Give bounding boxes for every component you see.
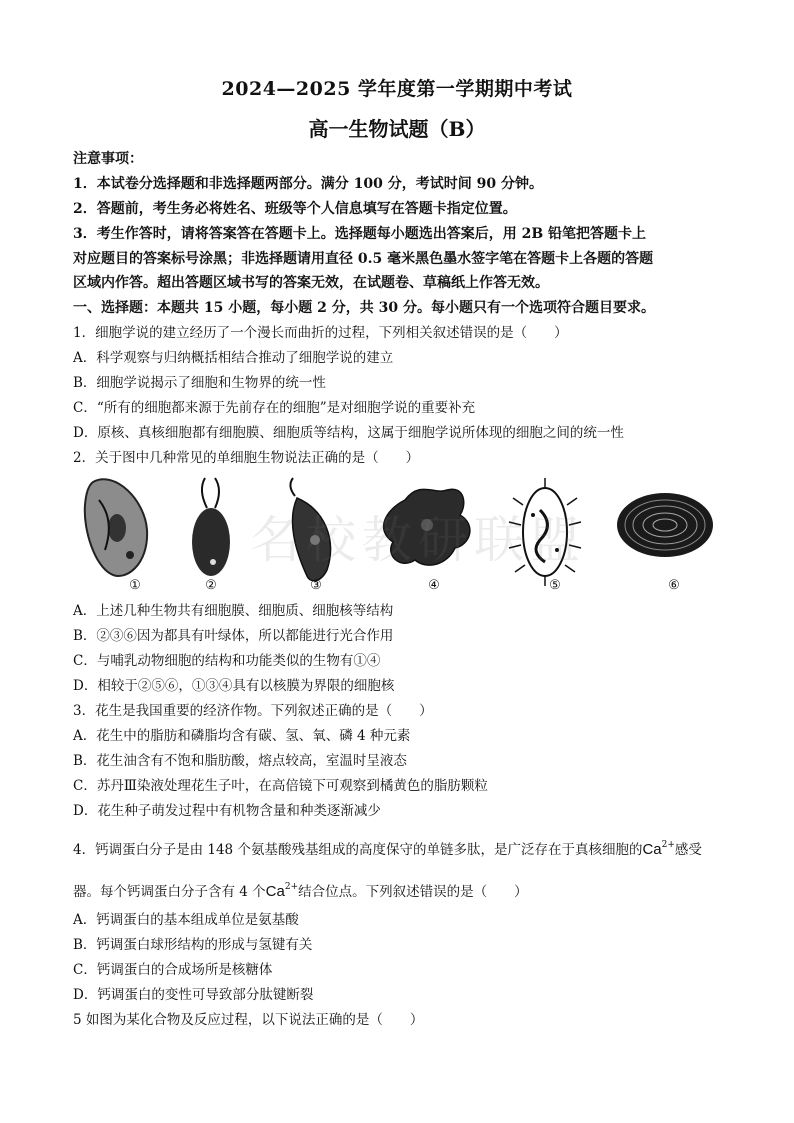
q4-stem-text: 感受 (674, 842, 702, 858)
figure-caption: ③ (310, 578, 322, 593)
q4-option-a: A．钙调蛋白的基本组成单位是氨基酸 (73, 912, 299, 928)
q3-stem: 3．花生是我国重要的经济作物。下列叙述正确的是（ ） (73, 703, 433, 719)
watermark: 名校教研联盟 (250, 511, 586, 569)
figure-caption: ⑥ (668, 578, 680, 593)
notice-item: 1．本试卷分选择题和非选择题两部分。满分 100 分，考试时间 90 分钟。 (73, 176, 543, 192)
q1-option-d: D．原核、真核细胞都有细胞膜、细胞质等结构，这属于细胞学说所体现的细胞之间的统一性 (73, 425, 624, 441)
notice-heading: 注意事项： (73, 151, 143, 167)
q4-stem-text: 结合位点。下列叙述错误的是（ ） (298, 884, 528, 900)
q4-option-c: C．钙调蛋白的合成场所是核糖体 (73, 962, 273, 978)
ion-charge: 2+ (661, 840, 675, 850)
q3-option-d: D．花生种子萌发过程中有机物含量和种类逐渐减少 (73, 803, 381, 819)
q2-option-c: C．与哺乳动物细胞的结构和功能类似的生物有①④ (73, 653, 381, 669)
disc-cell-illustration (617, 493, 713, 557)
q4-option-b: B．钙调蛋白球形结构的形成与氢键有关 (73, 937, 313, 953)
q1-option-b: B．细胞学说揭示了细胞和生物界的统一性 (73, 375, 326, 391)
paramecium-illustration (85, 479, 147, 576)
q2-option-d: D．相较于②⑤⑥，①③④具有以核膜为界限的细胞核 (73, 678, 395, 694)
calcium-ion: Ca (265, 883, 285, 900)
q4-stem-text: 器。每个钙调蛋白分子含有 4 个 (73, 884, 266, 900)
chlamydomonas-illustration (192, 478, 230, 576)
figure-caption: ⑤ (549, 578, 561, 593)
notice-item: 3．考生作答时，请将答案答在答题卡上。选择题每小题选出答案后，用 2B 铅笔把答题卡上 (73, 226, 647, 242)
q1-stem: 1．细胞学说的建立经历了一个漫长而曲折的过程，下列相关叙述错误的是（ ） (73, 325, 568, 341)
q4-stem-text: 4．钙调蛋白分子是由 148 个氨基酸残基组成的高度保守的单链多肽，是广泛存在于真核细胞的 (73, 842, 643, 858)
q1-option-c: C．“所有的细胞都来源于先前存在的细胞”是对细胞学说的重要补充 (73, 400, 476, 416)
q1-option-a: A．科学观察与归纳概括相结合推动了细胞学说的建立 (73, 350, 394, 366)
figure-caption: ② (205, 578, 217, 593)
notice-item: 2．答题前，考生务必将姓名、班级等个人信息填写在答题卡指定位置。 (73, 201, 517, 217)
calcium-ion: Ca (642, 841, 662, 858)
section-heading: 一、选择题：本题共 15 小题，每小题 2 分，共 30 分。每小题只有一个选项符合题目要求。 (73, 300, 655, 316)
q3-option-c: C．苏丹Ⅲ染液处理花生子叶，在高倍镜下可观察到橘黄色的脂肪颗粒 (73, 778, 488, 794)
q4-option-d: D．钙调蛋白的变性可导致部分肽键断裂 (73, 987, 314, 1003)
ion-charge: 2+ (284, 882, 299, 892)
q4-stem-line1 (73, 836, 733, 859)
figure-caption: ① (129, 578, 141, 593)
subject-title: 高一生物试题（B） (308, 117, 486, 141)
q2-stem: 2．关于图中几种常见的单细胞生物说法正确的是（ ） (73, 450, 420, 466)
q5-stem: 5 如图为某化合物及反应过程，以下说法正确的是（ ） (73, 1012, 424, 1028)
figure-caption: ④ (428, 578, 440, 593)
notice-item: 对应题目的答案标号涂黑；非选择题请用直径 0.5 毫米黑色墨水签字笔在答题卡上各题的答题 (73, 251, 654, 267)
q3-option-b: B．花生油含有不饱和脂肪酸，熔点较高，室温时呈液态 (73, 753, 407, 769)
q3-option-a: A．花生中的脂肪和磷脂均含有碳、氢、氧、磷 4 种元素 (73, 728, 411, 744)
notice-item: 区域内作答。超出答题区域书写的答案无效，在试题卷、草稿纸上作答无效。 (73, 275, 549, 291)
exam-title: 2024—2025 学年度第一学期期中考试 (221, 78, 573, 100)
q4-stem-line2 (73, 878, 733, 901)
q2-option-b: B．②③⑥因为都具有叶绿体，所以都能进行光合作用 (73, 628, 394, 644)
q2-option-a: A．上述几种生物共有细胞膜、细胞质、细胞核等结构 (73, 603, 394, 619)
